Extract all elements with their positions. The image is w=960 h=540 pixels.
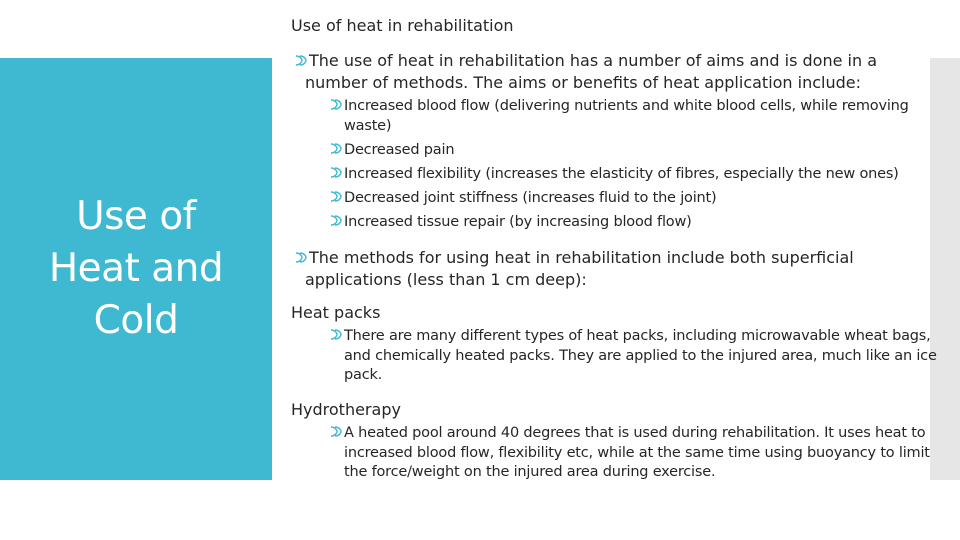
slide-title: Use of Heat and Cold — [48, 194, 224, 343]
bullet-icon — [330, 96, 344, 116]
benefit-text: Decreased pain — [344, 142, 455, 158]
bullet-icon — [330, 326, 344, 346]
bullet-icon — [330, 164, 344, 184]
bullet-icon — [330, 212, 344, 232]
bullet-icon — [330, 140, 344, 160]
bullet-icon — [295, 248, 309, 269]
intro-text: The use of heat in rehabilitation has a number of aims and is done in a number of methods. The aims or benefits of heat application include: — [305, 51, 877, 92]
heat-packs-heading: Heat packs — [291, 303, 381, 322]
benefit-text: Increased tissue repair (by increasing blood flow) — [344, 214, 692, 230]
bullet-icon — [330, 423, 344, 443]
benefit-text: Decreased joint stiffness (increases fluid to the joint) — [344, 190, 717, 206]
hydrotherapy-heading: Hydrotherapy — [291, 400, 401, 419]
bullet-icon — [295, 51, 309, 72]
benefit-item — [330, 164, 952, 185]
methods-text: The methods for using heat in rehabilitation include both superficial applications (less than 1 cm deep): — [305, 248, 854, 289]
benefit-text: Increased flexibility (increases the elasticity of fibres, especially the new ones) — [344, 166, 899, 182]
benefit-item — [330, 188, 952, 209]
benefit-item — [330, 140, 952, 161]
hydrotherapy-text: A heated pool around 40 degrees that is used during rehabilitation. It uses heat to increased blood flow, flexibility etc, while at the same time using buoyancy to limit the force/weight on the injured area during exercise. — [344, 425, 930, 480]
heat-packs-item — [330, 326, 952, 386]
intro-bullet — [295, 50, 905, 93]
heat-packs-text: There are many different types of heat packs, including microwavable wheat bags, and chemically heated packs. They are applied to the injured area, much like an ice pack. — [344, 328, 937, 383]
benefit-item — [330, 212, 952, 233]
page-heading: Use of heat in rehabilitation — [291, 16, 514, 35]
benefit-item — [330, 96, 952, 136]
hydrotherapy-item — [330, 423, 952, 483]
methods-bullet — [295, 247, 905, 290]
bullet-icon — [330, 188, 344, 208]
benefit-text: Increased blood flow (delivering nutrients and white blood cells, while removing waste) — [344, 98, 909, 134]
